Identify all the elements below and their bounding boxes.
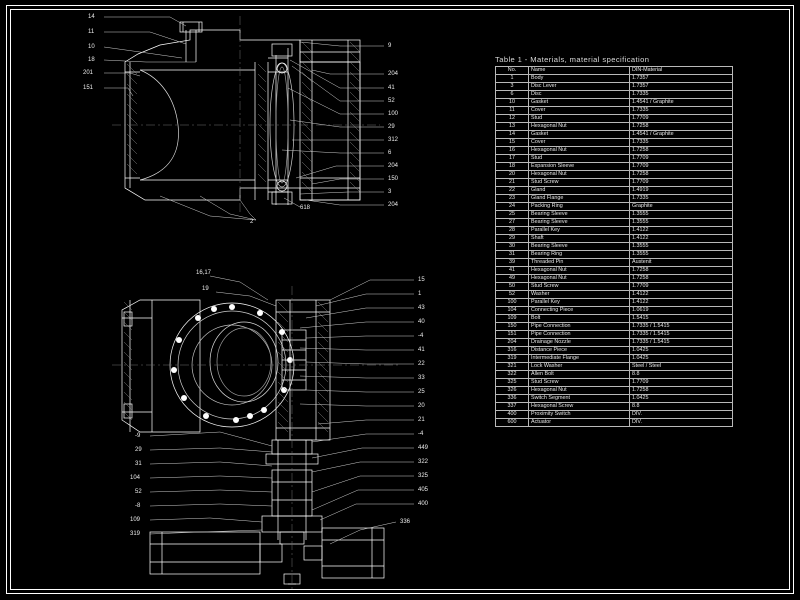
table-cell: Disc	[529, 91, 630, 99]
part-callout-6-7: 6	[388, 150, 392, 156]
table-cell: Steel / Steel	[630, 363, 733, 371]
part-callout-20-9: 20	[418, 403, 425, 409]
part-callout-33-7: 33	[418, 375, 425, 381]
table-row	[496, 155, 733, 163]
table-row	[496, 195, 733, 203]
table-cell: Shaft	[529, 235, 630, 243]
table-cell: 22	[496, 187, 529, 195]
table-cell: Connecting Piece	[529, 307, 630, 315]
table-row	[496, 115, 733, 123]
table-cell: 100	[496, 299, 529, 307]
table-cell: 1.7335	[630, 91, 733, 99]
part-callout-1617-0: 16,17	[196, 270, 212, 276]
part-callout-104-3: 104	[130, 475, 141, 481]
table-cell: 20	[496, 171, 529, 179]
table-row	[496, 419, 733, 427]
table-cell: 12	[496, 115, 529, 123]
table-cell: 319	[496, 355, 529, 363]
table-cell: Graphite	[630, 203, 733, 211]
table-cell: 109	[496, 315, 529, 323]
table-cell: Cover	[529, 139, 630, 147]
table-row	[496, 259, 733, 267]
table-cell: Hexagonal Nut	[529, 123, 630, 131]
part-callout-8-5: -8	[135, 503, 141, 509]
table-cell: 52	[496, 291, 529, 299]
table-row	[496, 355, 733, 363]
part-callout-2-1: 2	[250, 219, 254, 225]
table-cell: Stud Screw	[529, 179, 630, 187]
part-callout-3-10: 3	[388, 189, 392, 195]
table-cell: Proximity Switch	[529, 411, 630, 419]
materials-table	[495, 66, 733, 427]
table-cell: 1.7709	[630, 179, 733, 187]
table-cell: 27	[496, 219, 529, 227]
table-cell: Bolt	[529, 315, 630, 323]
table-cell: 1.7258	[630, 171, 733, 179]
part-callout-21-10: 21	[418, 417, 425, 423]
table-cell: 50	[496, 283, 529, 291]
part-callout-9-0: 9	[388, 43, 392, 49]
part-callout-405-15: 405	[418, 487, 429, 493]
materials-table-body	[496, 75, 733, 427]
table-row	[496, 251, 733, 259]
part-callout-29-1: 29	[135, 447, 142, 453]
table-cell: 8.8	[630, 371, 733, 379]
part-callout-312-6: 312	[388, 137, 399, 143]
table-cell: Hexagonal Nut	[529, 267, 630, 275]
table-row	[496, 307, 733, 315]
table-cell: 1.7258	[630, 147, 733, 155]
table-row	[496, 235, 733, 243]
part-callout-449-12: 449	[418, 445, 429, 451]
table-cell: 1.3555	[630, 243, 733, 251]
part-callout-204-1: 204	[388, 71, 399, 77]
table-cell: Hexagonal Nut	[529, 387, 630, 395]
table-cell: 1.3555	[630, 251, 733, 259]
table-row	[496, 107, 733, 115]
table-cell: 1.3555	[630, 211, 733, 219]
table-row	[496, 339, 733, 347]
table-row	[496, 331, 733, 339]
table-cell: 17	[496, 155, 529, 163]
table-cell: 322	[496, 371, 529, 379]
table-row	[496, 411, 733, 419]
table-cell: 1.0425	[630, 347, 733, 355]
table-cell: Parallel Key	[529, 227, 630, 235]
table-cell: Allen Bolt	[529, 371, 630, 379]
table-cell: Gasket	[529, 99, 630, 107]
table-cell: 1.0425	[630, 355, 733, 363]
part-callout-4-11: -4	[418, 431, 424, 437]
table-row	[496, 123, 733, 131]
table-cell: 10	[496, 99, 529, 107]
part-callout-25-8: 25	[418, 389, 425, 395]
table-row	[496, 187, 733, 195]
part-callout-11-1: 11	[88, 29, 95, 35]
table-cell: 1.7335 / 1.5415	[630, 339, 733, 347]
table-row	[496, 243, 733, 251]
table-cell: 1.4541 / Graphite	[630, 131, 733, 139]
table-cell: 1.3555	[630, 219, 733, 227]
part-callout-100-4: 100	[388, 111, 399, 117]
part-callout-109-6: 109	[130, 517, 141, 523]
part-callout-618-0: 618	[300, 205, 311, 211]
table-row	[496, 91, 733, 99]
table-cell: Disc Lever	[529, 83, 630, 91]
column-header-name: Name	[529, 67, 630, 75]
part-callout-9-0: -9	[135, 433, 141, 439]
table-cell: Hexagonal Nut	[529, 171, 630, 179]
part-callout-400-16: 400	[418, 501, 429, 507]
table-cell: 29	[496, 235, 529, 243]
table-cell: Gland	[529, 187, 630, 195]
table-cell: Expansion Sleeve	[529, 163, 630, 171]
table-cell: 11	[496, 107, 529, 115]
part-callout-319-7: 319	[130, 531, 141, 537]
part-callout-40-3: 40	[418, 319, 425, 325]
part-callout-15-0: 15	[418, 277, 425, 283]
table-cell: Stud Screw	[529, 283, 630, 291]
table-cell: Switch Segment	[529, 395, 630, 403]
table-cell: Hexagonal Screw	[529, 403, 630, 411]
table-cell: 21	[496, 179, 529, 187]
materials-table-block	[495, 55, 717, 427]
table-cell: Hexagonal Nut	[529, 147, 630, 155]
part-callout-204-8: 204	[388, 163, 399, 169]
part-callout-52-3: 52	[388, 98, 395, 104]
table-cell: 31	[496, 251, 529, 259]
table-cell: 1.7709	[630, 163, 733, 171]
part-callout-41-5: 41	[418, 347, 425, 353]
table-row	[496, 323, 733, 331]
table-row	[496, 227, 733, 235]
table-cell: 3	[496, 83, 529, 91]
table-cell: Gasket	[529, 131, 630, 139]
table-cell: Bearing Sleeve	[529, 219, 630, 227]
table-cell: 151	[496, 331, 529, 339]
table-cell: 24	[496, 203, 529, 211]
table-cell: Threaded Pin	[529, 259, 630, 267]
table-cell: 8.8	[630, 403, 733, 411]
table-row	[496, 395, 733, 403]
table-row	[496, 75, 733, 83]
table-cell: Stud Screw	[529, 379, 630, 387]
table-row	[496, 211, 733, 219]
table-row	[496, 163, 733, 171]
table-row	[496, 363, 733, 371]
table-row	[496, 219, 733, 227]
table-cell: 1.7709	[630, 155, 733, 163]
table-cell: 204	[496, 339, 529, 347]
table-cell: 30	[496, 243, 529, 251]
table-cell: 326	[496, 387, 529, 395]
part-callout-204-11: 204	[388, 202, 399, 208]
table-cell: Pipe Connection	[529, 323, 630, 331]
table-row	[496, 387, 733, 395]
table-cell: Packing Ring	[529, 203, 630, 211]
table-row	[496, 147, 733, 155]
table-row	[496, 371, 733, 379]
table-cell: 39	[496, 259, 529, 267]
table-row	[496, 291, 733, 299]
table-cell: 1.7258	[630, 275, 733, 283]
part-callout-52-4: 52	[135, 489, 142, 495]
table-cell: Parallel Key	[529, 299, 630, 307]
table-cell: Distance Piece	[529, 347, 630, 355]
table-cell: Body	[529, 75, 630, 83]
table-cell: 14	[496, 131, 529, 139]
table-row	[496, 267, 733, 275]
part-callout-325-14: 325	[418, 473, 429, 479]
part-callout-14-0: 14	[88, 14, 95, 20]
table-cell: 18	[496, 163, 529, 171]
part-callout-10-2: 10	[88, 44, 95, 50]
table-cell: Bearing Sleeve	[529, 211, 630, 219]
table-header-row	[496, 67, 733, 75]
table-row	[496, 299, 733, 307]
column-header-no: No.	[496, 67, 529, 75]
table-cell: 325	[496, 379, 529, 387]
table-cell: Cover	[529, 107, 630, 115]
table-cell: Hexagonal Nut	[529, 275, 630, 283]
table-row	[496, 83, 733, 91]
table-cell: 25	[496, 211, 529, 219]
table-cell: 13	[496, 123, 529, 131]
part-callout-18-3: 18	[88, 57, 95, 63]
table-cell: 336	[496, 395, 529, 403]
table-cell: Drainage Nozzle	[529, 339, 630, 347]
table-row	[496, 139, 733, 147]
part-callout-22-6: 22	[418, 361, 425, 367]
part-callout-43-2: 43	[418, 305, 425, 311]
table-cell: 1.7335	[630, 195, 733, 203]
table-cell: Actuator	[529, 419, 630, 427]
table-cell: 15	[496, 139, 529, 147]
table-cell: 1.4122	[630, 235, 733, 243]
materials-table-title: Table 1 - Materials, material specification	[495, 55, 650, 64]
part-callout-4-4: -4	[418, 333, 424, 339]
table-cell: 1.7335 / 1.5415	[630, 323, 733, 331]
table-cell: 1.7258	[630, 123, 733, 131]
table-cell: 1.7258	[630, 387, 733, 395]
table-cell: Bearing Sleeve	[529, 243, 630, 251]
table-cell: 1.7357	[630, 75, 733, 83]
column-header-material: DIN-Material	[630, 67, 733, 75]
table-cell: 1	[496, 75, 529, 83]
table-row	[496, 275, 733, 283]
table-cell: 6	[496, 91, 529, 99]
table-cell: 41	[496, 267, 529, 275]
table-row	[496, 99, 733, 107]
part-callout-29-5: 29	[388, 124, 395, 130]
table-cell: 1.4541 / Graphite	[630, 99, 733, 107]
table-cell: 1.4122	[630, 291, 733, 299]
part-callout-1-1: 1	[418, 291, 422, 297]
table-cell: 150	[496, 323, 529, 331]
part-callout-41-2: 41	[388, 85, 395, 91]
table-row	[496, 131, 733, 139]
table-row	[496, 203, 733, 211]
part-callout-150-9: 150	[388, 176, 399, 182]
table-cell: 1.4122	[630, 227, 733, 235]
table-cell: 600	[496, 419, 529, 427]
part-callout-19-1: 19	[202, 286, 209, 292]
table-cell: 23	[496, 195, 529, 203]
table-row	[496, 347, 733, 355]
table-cell: 1.0425	[630, 395, 733, 403]
table-cell: 1.7357	[630, 83, 733, 91]
table-cell: 16	[496, 147, 529, 155]
table-cell: 1.4919	[630, 187, 733, 195]
table-cell: 1.7258	[630, 267, 733, 275]
table-cell: 1.4122	[630, 299, 733, 307]
part-callout-201-4: 201	[83, 70, 94, 76]
table-cell: Stud	[529, 155, 630, 163]
table-cell: DIV.	[630, 419, 733, 427]
part-callout-336-17: 336	[400, 519, 411, 525]
table-cell: 400	[496, 411, 529, 419]
table-cell: 1.7709	[630, 379, 733, 387]
table-cell: 1.5415	[630, 315, 733, 323]
table-row	[496, 283, 733, 291]
table-cell: DIV.	[630, 411, 733, 419]
table-cell: 1.7709	[630, 115, 733, 123]
part-callout-322-13: 322	[418, 459, 429, 465]
table-cell: 321	[496, 363, 529, 371]
table-cell: Stud	[529, 115, 630, 123]
table-cell: 1.0619	[630, 307, 733, 315]
table-cell: 28	[496, 227, 529, 235]
table-cell: Lock Washer	[529, 363, 630, 371]
table-cell: Pipe Connection	[529, 331, 630, 339]
table-cell: 1.7335	[630, 107, 733, 115]
table-cell: Intermediate Flange	[529, 355, 630, 363]
table-row	[496, 403, 733, 411]
table-row	[496, 315, 733, 323]
table-row	[496, 171, 733, 179]
table-cell: 337	[496, 403, 529, 411]
table-cell: Washer	[529, 291, 630, 299]
table-cell: 1.7335 / 1.5415	[630, 331, 733, 339]
table-cell: 104	[496, 307, 529, 315]
table-row	[496, 179, 733, 187]
table-cell: Austenit	[630, 259, 733, 267]
table-cell: Gland Flange	[529, 195, 630, 203]
table-cell: 316	[496, 347, 529, 355]
table-cell: 1.7709	[630, 283, 733, 291]
part-callout-31-2: 31	[135, 461, 142, 467]
table-cell: 49	[496, 275, 529, 283]
table-cell: 1.7335	[630, 139, 733, 147]
table-row	[496, 379, 733, 387]
table-cell: Bearing Ring	[529, 251, 630, 259]
part-callout-151-5: 151	[83, 85, 94, 91]
